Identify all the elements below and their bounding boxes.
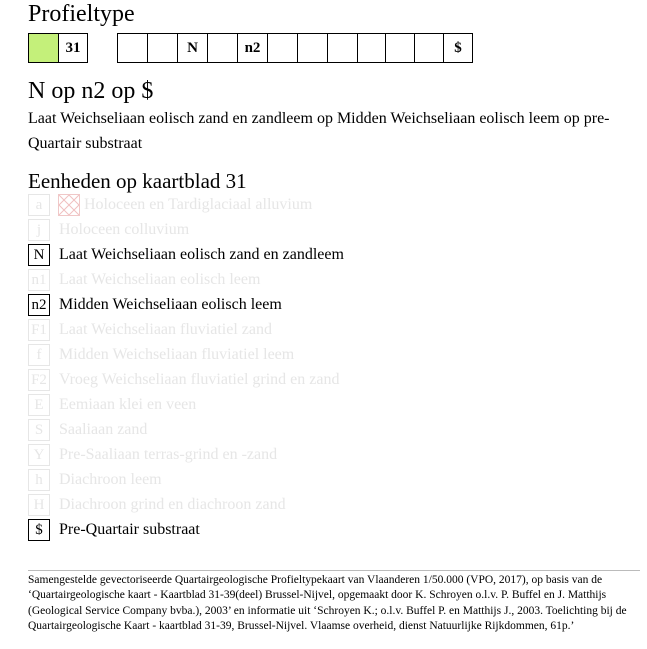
profile-cell (28, 33, 58, 63)
divider (28, 570, 640, 571)
unit-label: Pre-Saaliaan terras-grind en -zand (59, 446, 278, 463)
unit-code-box: $ (28, 519, 50, 541)
profile-cell: N (177, 33, 207, 63)
profile-description: Laat Weichseliaan eolisch zand en zandleem op Midden Weichseliaan eolisch leem op pre-Quartair substraat (28, 110, 610, 152)
profile-cell (327, 33, 357, 63)
profile-cell (357, 33, 387, 63)
profile-cell (297, 33, 327, 63)
unit-code-box: f (28, 344, 50, 366)
unit-label: Laat Weichseliaan fluviatiel zand (59, 321, 272, 338)
profile-cell (117, 33, 147, 63)
unit-label: Eemiaan klei en veen (59, 396, 197, 413)
profile-cell (147, 33, 177, 63)
hatched-pattern-icon (58, 194, 80, 216)
profile-cell (414, 33, 444, 63)
unit-code-box: h (28, 469, 50, 491)
unit-code-box: j (28, 219, 50, 241)
unit-label: Midden Weichseliaan eolisch leem (59, 296, 282, 313)
unit-label: Saaliaan zand (59, 421, 148, 438)
unit-code-box: Y (28, 444, 50, 466)
unit-code-box: S (28, 419, 50, 441)
unit-label: Midden Weichseliaan fluviatiel leem (59, 346, 295, 363)
profile-cell (207, 33, 237, 63)
unit-code-box: a (28, 194, 50, 216)
profile-cell: 31 (58, 33, 88, 63)
unit-label: Holoceen colluvium (59, 221, 190, 238)
unit-code-box: n1 (28, 269, 50, 291)
page-title: Profieltype (28, 1, 135, 27)
unit-code-box: F2 (28, 369, 50, 391)
unit-label: Diachroon leem (59, 471, 162, 488)
profile-cell: $ (443, 33, 473, 63)
unit-label: Laat Weichseliaan eolisch zand en zandleem (59, 246, 344, 263)
source-citation: Samengestelde gevectoriseerde Quartairgeologische Profieltypekaart van Vlaanderen 1/50.000 (VPO, 2017), op basis van de ‘Quartairgeologische kaart - Kaartblad 31-39(deel) Brussel-Nijvel, opgemaakt door K. Schroyen o.l.v. P. Buffel en J. Matthijs (Geological Service Company bvba.), 2003’ en informatie uit ‘Schroyen K.; o.l.v. Buffel P. en Matthijs J., 2003. Toelichting bij de Quartairgeologische Kaart - kaartblad 31-39, Brussel-Nijvel. Vlaamse overheid, dienst Natuurlijke Rijkdommen, 61p.’ (28, 574, 627, 632)
unit-code-box: N (28, 244, 50, 266)
unit-label: Pre-Quartair substraat (59, 521, 200, 538)
profile-code: N op n2 op $ (28, 78, 154, 104)
unit-label: Laat Weichseliaan eolisch leem (59, 271, 261, 288)
unit-code-box: F1 (28, 319, 50, 341)
units-heading: Eenheden op kaartblad 31 (28, 169, 247, 193)
unit-label: Diachroon grind en diachroon zand (59, 496, 286, 513)
unit-label: Vroeg Weichseliaan fluviatiel grind en zand (59, 371, 340, 388)
unit-label: Holoceen en Tardiglaciaal alluvium (84, 196, 313, 213)
unit-code-box: H (28, 494, 50, 516)
unit-code-box: n2 (28, 294, 50, 316)
profile-cell: n2 (237, 33, 267, 63)
profile-cell (385, 33, 415, 63)
unit-code-box: E (28, 394, 50, 416)
profile-cell (267, 33, 297, 63)
